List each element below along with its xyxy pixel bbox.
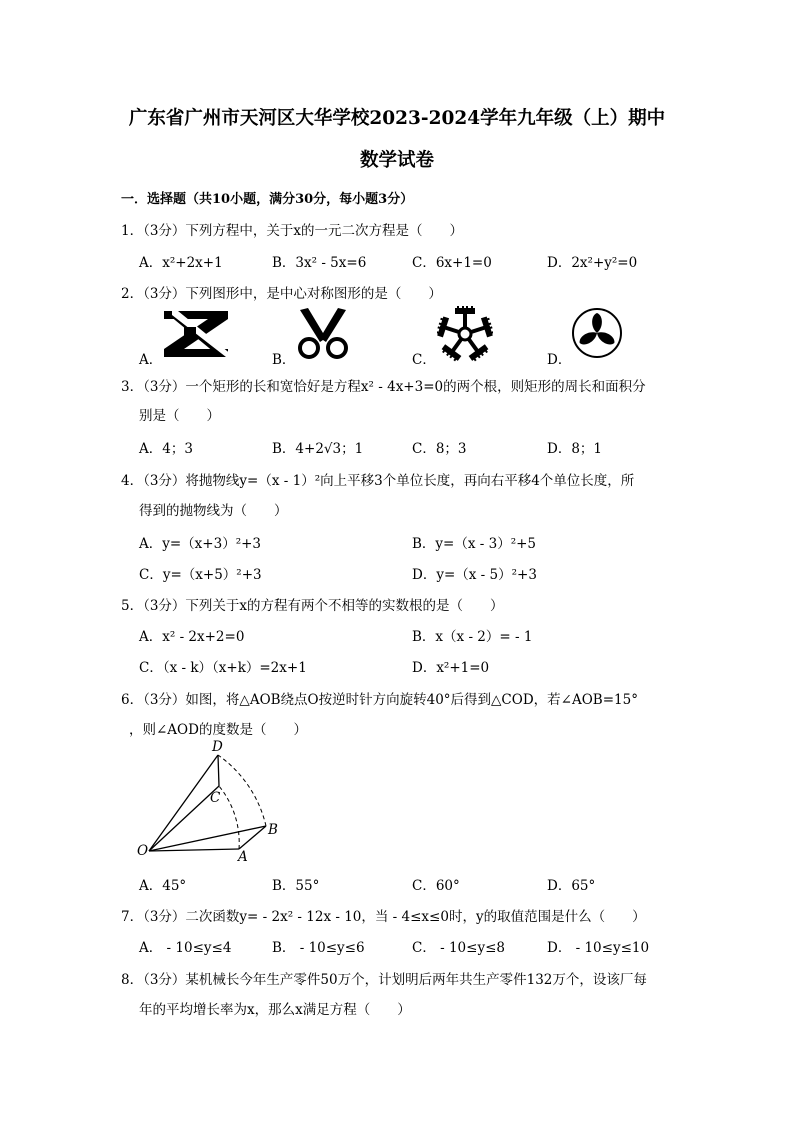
q1-option-b: B．3x² - 5x=6	[272, 255, 367, 271]
q6-option-d: D．65°	[547, 878, 596, 894]
q2-option-d: D．	[547, 352, 572, 368]
q4-option-c: C．y=（x+5）²+3	[139, 567, 262, 583]
double-z-logo-icon	[162, 309, 234, 359]
paper-title-line1: 广东省广州市天河区大华学校2023-2024学年九年级（上）期中	[128, 108, 666, 129]
label-o: O	[137, 843, 149, 859]
q3-option-b: B．4+2√3；1	[272, 441, 364, 457]
label-a: A	[238, 849, 248, 865]
label-d: D	[212, 739, 223, 755]
question-4: 4．（3分）将抛物线y=（x - 1）²向上平移3个单位长度，再向右平移4个单位长度，所	[121, 473, 635, 489]
q2-option-b: B．	[272, 352, 296, 368]
question-8: 8．（3分）某机械长今年生产零件50万个，计划明后两年共生产零件132万个，设该厂每	[121, 972, 647, 988]
question-2: 2．（3分）下列图形中，是中心对称图形的是（ ）	[121, 286, 442, 302]
q4-option-b: B．y=（x - 3）²+5	[412, 536, 537, 552]
q7-option-c: C． - 10≤y≤8	[412, 940, 505, 956]
scissors-icon	[296, 308, 350, 360]
label-b: B	[268, 822, 278, 838]
q3-option-a: A．4；3	[139, 441, 193, 457]
q7-option-d: D． - 10≤y≤10	[547, 940, 650, 956]
q1-option-a: A．x²+2x+1	[139, 255, 223, 271]
q3-option-d: D．8；1	[547, 441, 603, 457]
question-7: 7．（3分）二次函数y= - 2x² - 12x - 10，当 - 4≤x≤0时，y的取值范围是什么（ ）	[121, 909, 646, 925]
question-4-cont: 得到的抛物线为（ ）	[139, 503, 288, 519]
label-c: C	[210, 790, 221, 806]
q5-option-c: C．（x - k）（x+k）=2x+1	[139, 660, 307, 676]
q5-option-b: B．x（x - 2）= - 1	[412, 629, 533, 645]
section-heading: 一．选择题（共10小题，满分30分，每小题3分）	[121, 192, 414, 207]
q4-option-a: A．y=（x+3）²+3	[139, 536, 262, 552]
q2-option-a: A．	[139, 352, 163, 368]
question-3: 3．（3分）一个矩形的长和宽恰好是方程x² - 4x+3=0的两个根，则矩形的周长和面积分	[121, 379, 646, 395]
q1-option-d: D．2x²+y²=0	[547, 255, 638, 271]
question-1: 1．（3分）下列方程中，关于x的一元二次方程是（ ）	[121, 223, 464, 239]
q5-option-a: A．x² - 2x+2=0	[139, 629, 245, 645]
paper-title-line2: 数学试卷	[359, 150, 434, 171]
gear-snowflake-icon	[437, 306, 493, 362]
question-6-cont: ，则∠AOD的度数是（ ）	[129, 722, 307, 738]
q2-option-c: C．	[412, 352, 436, 368]
q1-option-c: C．6x+1=0	[412, 255, 492, 271]
q3-option-c: C．8；3	[412, 441, 467, 457]
q5-option-d: D．x²+1=0	[412, 660, 490, 676]
question-3-cont: 别是（ ）	[139, 408, 220, 424]
question-5: 5．（3分）下列关于x的方程有两个不相等的实数根的是（ ）	[121, 598, 504, 614]
question-8-cont: 年的平均增长率为x，那么x满足方程（ ）	[139, 1002, 411, 1018]
question-6: 6．（3分）如图，将△AOB绕点O按逆时针方向旋转40°后得到△COD，若∠AOB=15°	[121, 692, 638, 708]
q7-option-b: B． - 10≤y≤6	[272, 940, 365, 956]
q6-option-a: A．45°	[139, 878, 187, 894]
q4-option-d: D．y=（x - 5）²+3	[412, 567, 537, 583]
q7-option-a: A． - 10≤y≤4	[139, 940, 232, 956]
q6-option-c: C．60°	[412, 878, 460, 894]
q6-option-b: B．55°	[272, 878, 320, 894]
three-petal-circle-icon	[570, 306, 624, 360]
